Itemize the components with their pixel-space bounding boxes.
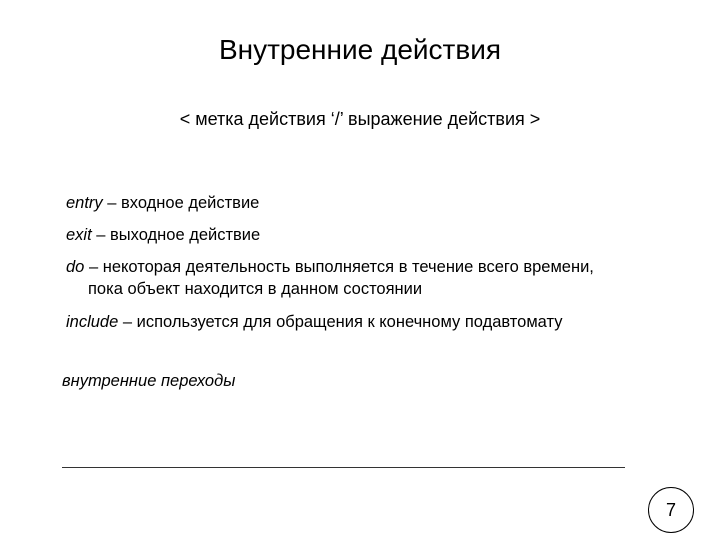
keyword-do: do [66, 258, 85, 276]
keyword-exit: exit [66, 226, 92, 244]
page-number-badge [648, 487, 694, 533]
description-do: – некоторая деятельность выполняется в течение всего времени, [84, 258, 594, 276]
description-entry: – входное действие [102, 194, 260, 212]
list-item-do [66, 256, 594, 300]
action-syntax: < метка действия ‘/’ выражение действия > [179, 109, 541, 129]
page-number: 7 [665, 499, 676, 520]
slide-title: Внутренние действия [218, 34, 502, 65]
internal-transitions-label: внутренние переходы [62, 372, 236, 390]
description-exit: – выходное действие [91, 226, 261, 244]
divider-line [62, 467, 625, 468]
list-item-include [66, 311, 563, 333]
keyword-entry: entry [66, 194, 103, 212]
list-item-exit [66, 224, 260, 246]
list-item-entry [66, 192, 259, 214]
description-do-continuation: пока объект находится в данном состоянии [88, 280, 423, 298]
description-include: – используется для обращения к конечному подавтомату [118, 313, 563, 331]
keyword-include: include [66, 313, 119, 331]
